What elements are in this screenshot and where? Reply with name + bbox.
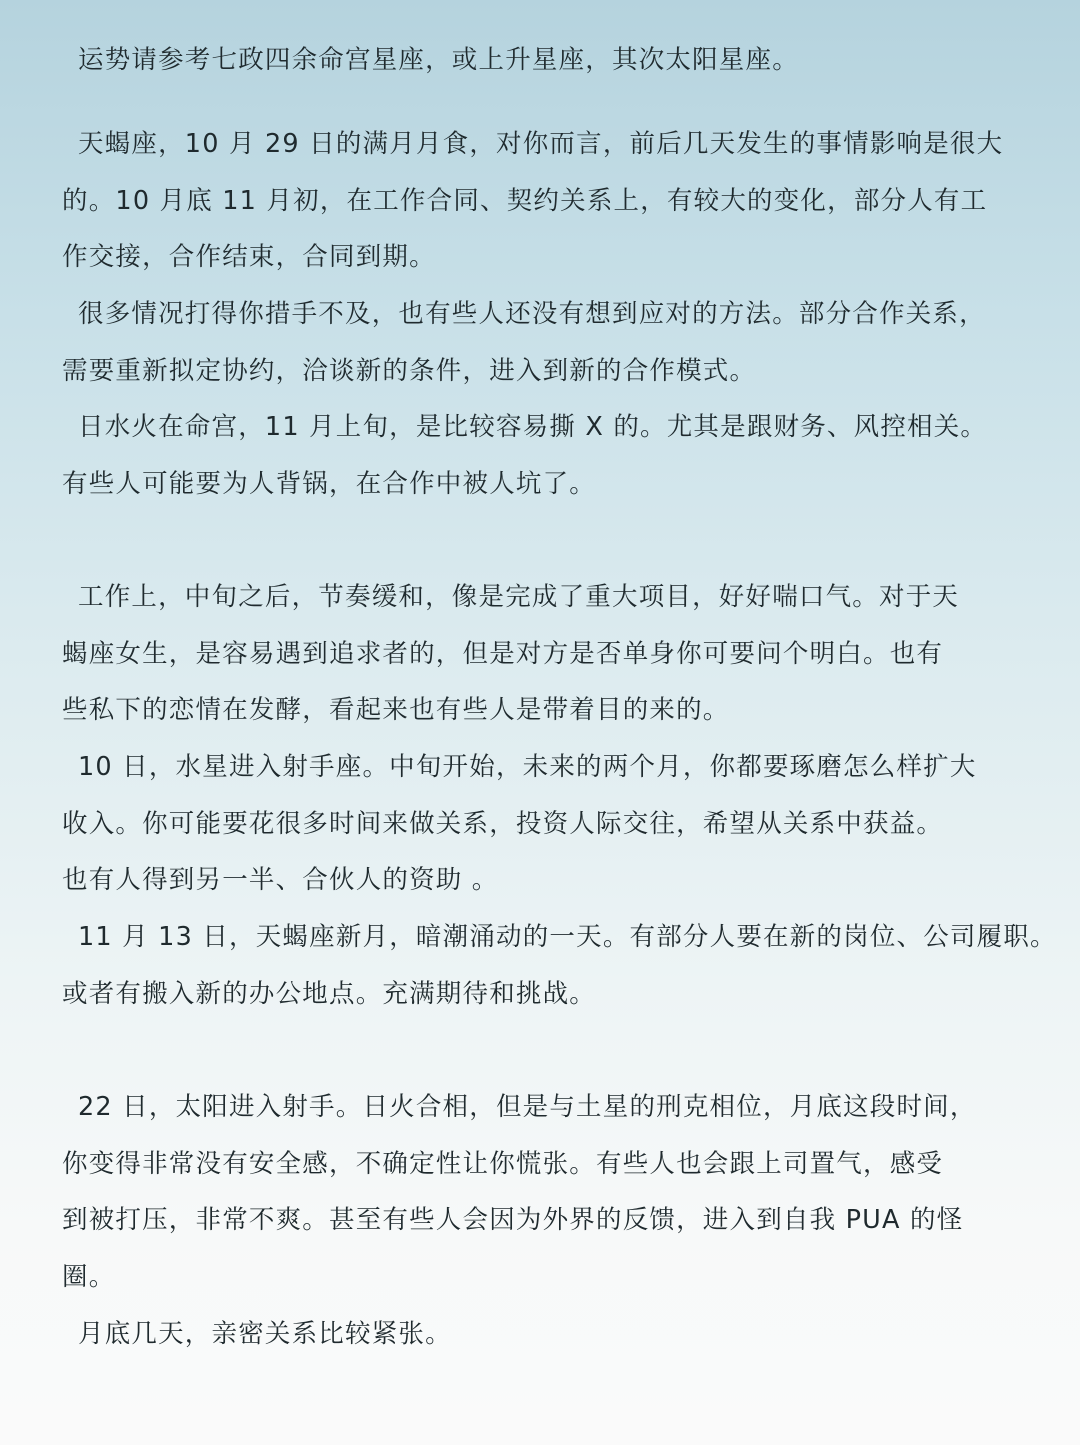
paragraph-line: 22 日，太阳进入射手。日火合相，但是与土星的刑克相位，月底这段时间， [78,1092,977,1122]
paragraph-line: 也有人得到另一半、合伙人的资助 。 [62,865,499,895]
paragraph-line: 月底几天，亲密关系比较紧张。 [78,1319,452,1349]
paragraph-line: 作交接，合作结束，合同到期。 [62,242,436,272]
intro-line: 运势请参考七政四余命宫星座，或上升星座，其次太阳星座。 [78,45,799,75]
paragraph-line: 日水火在命宫，11 月上旬，是比较容易撕 X 的。尤其是跟财务、风控相关。 [78,412,988,442]
paragraph-line: 10 日，水星进入射手座。中旬开始，未来的两个月，你都要琢磨怎么样扩大 [78,752,977,782]
paragraph-line: 有些人可能要为人背锅，在合作中被人坑了。 [62,469,597,499]
paragraph-line: 天蝎座，10 月 29 日的满月月食，对你而言，前后几天发生的事情影响是很大 [78,129,1004,159]
paragraph-line: 些私下的恋情在发酵，看起来也有些人是带着目的来的。 [62,695,730,725]
paragraph-line: 的。10 月底 11 月初，在工作合同、契约关系上，有较大的变化，部分人有工 [62,186,988,216]
paragraph-line: 11 月 13 日，天蝎座新月，暗潮涌动的一天。有部分人要在新的岗位、公司履职。 [78,922,1057,952]
paragraph-line: 收入。你可能要花很多时间来做关系，投资人际交往，希望从关系中获益。 [62,809,944,839]
paragraph-line: 工作上，中旬之后，节奏缓和，像是完成了重大项目，好好喘口气。对于天 [78,582,960,612]
paragraph-line: 到被打压，非常不爽。甚至有些人会因为外界的反馈，进入到自我 PUA 的怪 [62,1205,964,1235]
paragraph-line: 或者有搬入新的办公地点。充满期待和挑战。 [62,979,597,1009]
paragraph-line: 很多情况打得你措手不及，也有些人还没有想到应对的方法。部分合作关系， [78,299,986,329]
paragraph-line: 你变得非常没有安全感，不确定性让你慌张。有些人也会跟上司置气，感受 [62,1149,944,1179]
paragraph-line: 需要重新拟定协约，洽谈新的条件，进入到新的合作模式。 [62,356,757,386]
paragraph-line: 圈。 [62,1262,116,1292]
paragraph-line: 蝎座女生，是容易遇到追求者的，但是对方是否单身你可要问个明白。也有 [62,639,944,669]
